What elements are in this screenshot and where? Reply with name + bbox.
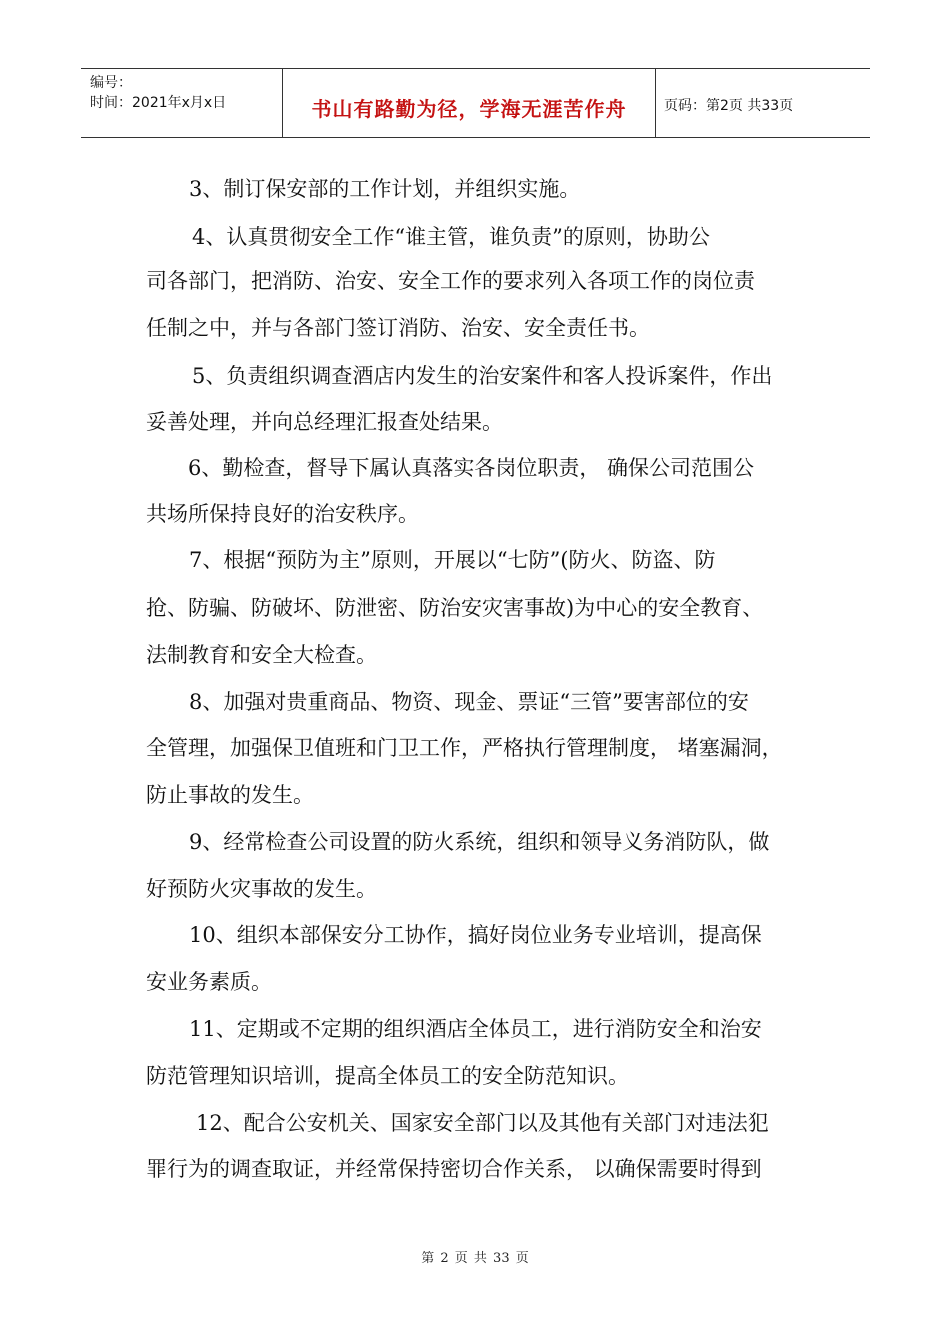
body-line: 好预防火灾事故的发生。: [146, 877, 377, 901]
header-motto-cell: [283, 69, 656, 137]
header-info-cell: [81, 69, 283, 137]
page-footer: 第 2 页 共 33 页: [421, 1251, 529, 1266]
body-line: 防止事故的发生。: [146, 783, 314, 807]
body-line: 11、定期或不定期的组织酒店全体员工，进行消防安全和治安: [189, 1017, 762, 1041]
page-header: [81, 68, 870, 138]
body-line: 司各部门，把消防、治安、安全工作的要求列入各项工作的岗位责: [146, 269, 755, 293]
body-line: 3、制订保安部的工作计划，并组织实施。: [189, 177, 581, 201]
body-line: 全管理，加强保卫值班和门卫工作，严格执行管理制度， 堵塞漏洞，: [146, 736, 783, 760]
body-line: 9、经常检查公司设置的防火系统，组织和领导义务消防队，做: [189, 830, 770, 854]
header-page-cell: [656, 69, 870, 137]
body-line: 10、组织本部保安分工协作，搞好岗位业务专业培训，提高保: [189, 923, 762, 947]
body-line: 12、配合公安机关、国家安全部门以及其他有关部门对违法犯: [196, 1111, 769, 1135]
body-line: 共场所保持良好的治安秩序。: [146, 502, 419, 526]
body-line: 8、加强对贵重商品、物资、现金、票证“三管”要害部位的安: [189, 690, 749, 714]
body-line: 任制之中，并与各部门签订消防、治安、安全责任书。: [146, 316, 650, 340]
header-motto: 书山有路勤为径，学海无涯苦作舟: [311, 97, 627, 121]
body-line: 防范管理知识培训，提高全体员工的安全防范知识。: [146, 1064, 629, 1088]
body-line: 罪行为的调查取证，并经常保持密切合作关系， 以确保需要时得到: [146, 1157, 762, 1181]
body-line: 7、根据“预防为主”原则，开展以“七防”(防火、防盗、防: [189, 548, 716, 572]
header-page-number: 页码：第2页 共33页: [664, 98, 794, 114]
body-line: 抢、防骗、防破坏、防泄密、防治安灾害事故)为中心的安全教育、: [146, 596, 764, 620]
body-line: 妥善处理，并向总经理汇报查处结果。: [146, 410, 503, 434]
body-line: 安业务素质。: [146, 970, 272, 994]
body-line: 5、负责组织调查酒店内发生的治安案件和客人投诉案件，作出: [192, 364, 773, 388]
document-number-label: 编号：: [90, 75, 132, 91]
body-line: 4、认真贯彻安全工作“谁主管，谁负责”的原则，协助公: [192, 225, 710, 249]
date-label: 时间：2021年x月x日: [90, 95, 227, 111]
body-line: 6、勤检查，督导下属认真落实各岗位职责， 确保公司范围公: [188, 456, 755, 480]
body-line: 法制教育和安全大检查。: [146, 643, 377, 667]
